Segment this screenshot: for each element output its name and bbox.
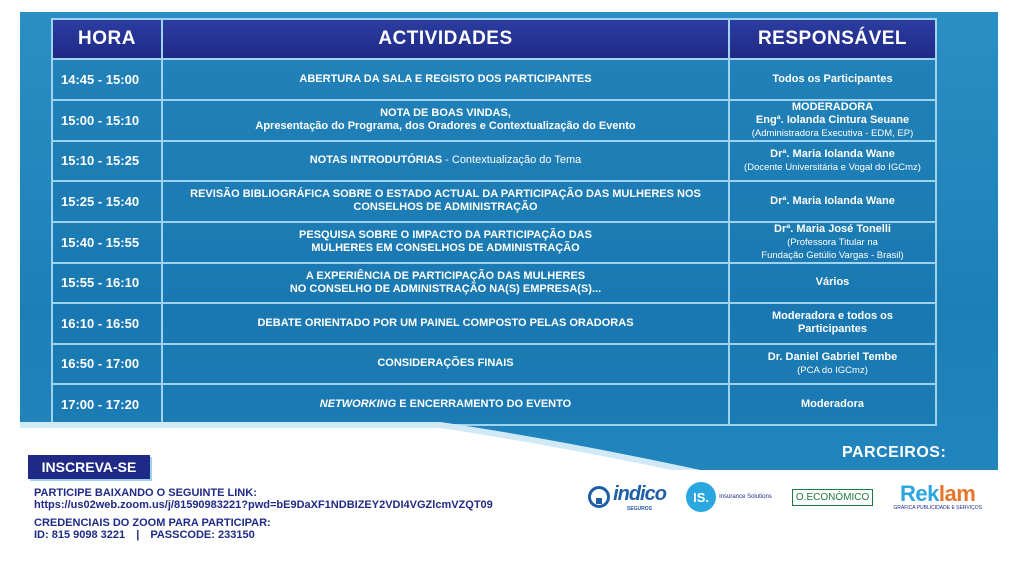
- activity-rest: E ENCERRAMENTO DO EVENTO: [396, 397, 572, 410]
- activity-main: NOTAS INTRODUTÓRIAS: [309, 154, 443, 167]
- reklam-a: Rek: [900, 481, 939, 506]
- activity-line: CONSELHOS DE ADMINISTRAÇÃO: [353, 201, 538, 214]
- activity-line: NO CONSELHO DE ADMINISTRAÇÃO NA(S) EMPRESA(S)...: [289, 282, 602, 295]
- link-label: PARTICIPE BAIXANDO O SEGUINTE LINK:: [34, 487, 257, 499]
- responsible-cell: [729, 263, 936, 304]
- responsible-name: Drª. Maria José Tonelli: [774, 222, 891, 235]
- header-responsavel: RESPONSÁVEL: [729, 19, 936, 59]
- table-row: [52, 222, 936, 263]
- activity-line: DEBATE ORIENTADO POR UM PAINEL COMPOSTO PELAS ORADORAS: [257, 316, 634, 329]
- time-cell: 15:40 - 15:55: [52, 222, 162, 263]
- activity-line: MULHERES EM CONSELHOS DE ADMINISTRAÇÃO: [311, 242, 580, 254]
- activity-cell: [162, 59, 729, 100]
- time-cell: 15:55 - 16:10: [52, 263, 162, 304]
- activity-cell: [162, 303, 729, 344]
- activity-cell: [162, 222, 729, 263]
- activity-cell: [162, 100, 729, 141]
- responsible-role: Fundação Getúlio Vargas - Brasil): [761, 249, 904, 261]
- responsible-name: Moderadora e todos os: [771, 310, 894, 323]
- activity-main: NETWORKING: [319, 397, 397, 410]
- responsible-role: (Professora Titular na: [787, 236, 878, 248]
- time-cell: 16:10 - 16:50: [52, 303, 162, 344]
- responsible-cell: [729, 181, 936, 222]
- header-actividades: ACTIVIDADES: [162, 19, 729, 59]
- reklam-logo: [893, 483, 982, 511]
- responsible-name: Dr. Daniel Gabriel Tembe: [767, 350, 898, 363]
- activity-line: CONSIDERAÇÕES FINAIS: [377, 357, 514, 370]
- insurance-solutions-logo: [686, 482, 772, 512]
- is-text: Insurance Solutions: [719, 493, 772, 500]
- credentials-label: CREDENCIAIS DO ZOOM PARA PARTICIPAR:: [34, 517, 271, 529]
- activity-rest: - Contextualização do Tema: [442, 154, 582, 167]
- responsible-cell: [729, 384, 936, 425]
- activity-line: Apresentação do Programa, dos Oradores e Contextualização do Evento: [255, 120, 636, 132]
- responsible-cell: [729, 59, 936, 100]
- activity-line: ABERTURA DA SALA E REGISTO DOS PARTICIPANTES: [299, 72, 592, 85]
- responsible-cell: [729, 344, 936, 385]
- responsible-name: Todos os Participantes: [772, 72, 893, 85]
- schedule-table: [51, 18, 937, 426]
- responsible-role: (PCA do IGCmz): [797, 364, 868, 376]
- time-cell: 15:10 - 15:25: [52, 141, 162, 182]
- reklam-sub: GRÁFICA PUBLICIDADE E SERVIÇOS: [893, 505, 982, 511]
- activity-cell: [162, 181, 729, 222]
- time-cell: 14:45 - 15:00: [52, 59, 162, 100]
- is-mark: IS.: [686, 482, 716, 512]
- indico-sub: SEGUROS: [627, 505, 653, 512]
- responsible-name: Moderadora: [801, 397, 864, 410]
- activity-line: NOTA DE BOAS VINDAS,: [380, 107, 511, 119]
- partners-title: PARCEIROS:: [842, 444, 947, 461]
- register-button[interactable]: INSCREVA-SE: [28, 455, 150, 479]
- activity-cell: [162, 141, 729, 182]
- credentials-line: [34, 529, 255, 541]
- zoom-id: ID: 815 9098 3221: [34, 529, 126, 541]
- responsible-role: (Docente Universitária e Vogal do IGCmz): [744, 161, 921, 173]
- responsible-name: Drª. Maria Iolanda Wane: [770, 147, 895, 160]
- responsible-cell: [729, 303, 936, 344]
- time-cell: 15:00 - 15:10: [52, 100, 162, 141]
- credentials-separator: |: [136, 529, 140, 541]
- responsible-name: Vários: [815, 276, 850, 289]
- activity-line: A EXPERIÊNCIA DE PARTICIPAÇÃO DAS MULHERES: [305, 269, 586, 282]
- zoom-passcode: PASSCODE: 233150: [150, 529, 255, 541]
- table-row: [52, 303, 936, 344]
- activity-line: PESQUISA SOBRE O IMPACTO DA PARTICIPAÇÃO DAS: [299, 229, 592, 241]
- activity-cell: [162, 263, 729, 304]
- table-row: [52, 141, 936, 182]
- table-row: [52, 181, 936, 222]
- header-hora: HORA: [52, 19, 162, 59]
- responsible-name: Participantes: [797, 323, 868, 336]
- indico-name: indico: [613, 482, 666, 505]
- time-cell: 17:00 - 17:20: [52, 384, 162, 425]
- table-row: [52, 59, 936, 100]
- responsible-name: MODERADORA: [791, 100, 874, 113]
- responsible-cell: [729, 141, 936, 182]
- time-cell: 16:50 - 17:00: [52, 344, 162, 385]
- responsible-cell: [729, 222, 936, 263]
- responsible-name: Drª. Maria Iolanda Wane: [770, 194, 895, 207]
- activity-cell: [162, 344, 729, 385]
- table-row: [52, 344, 936, 385]
- activity-cell: [162, 384, 729, 425]
- indico-logo: [588, 483, 666, 512]
- responsible-name: Engª. Iolanda Cintura Seuane: [755, 113, 910, 126]
- indico-mark-icon: [588, 486, 610, 508]
- partners-logos: [572, 470, 998, 524]
- time-cell: 15:25 - 15:40: [52, 181, 162, 222]
- activity-line: REVISÃO BIBLIOGRÁFICA SOBRE O ESTADO ACTUAL DA PARTICIPAÇÃO DAS MULHERES NOS: [190, 188, 701, 201]
- economico-logo: O.ECONÓMICO: [792, 489, 873, 506]
- table-row: [52, 263, 936, 304]
- zoom-link[interactable]: https://us02web.zoom.us/j/81590983221?pwd=bE9DaXF1NDBIZEY2VDI4VGZlcmVZQT09: [34, 499, 493, 511]
- responsible-cell: [729, 100, 936, 141]
- reklam-b: lam: [938, 481, 976, 506]
- table-row: [52, 384, 936, 425]
- table-row: [52, 100, 936, 141]
- responsible-role: (Administradora Executiva - EDM, EP): [751, 127, 914, 139]
